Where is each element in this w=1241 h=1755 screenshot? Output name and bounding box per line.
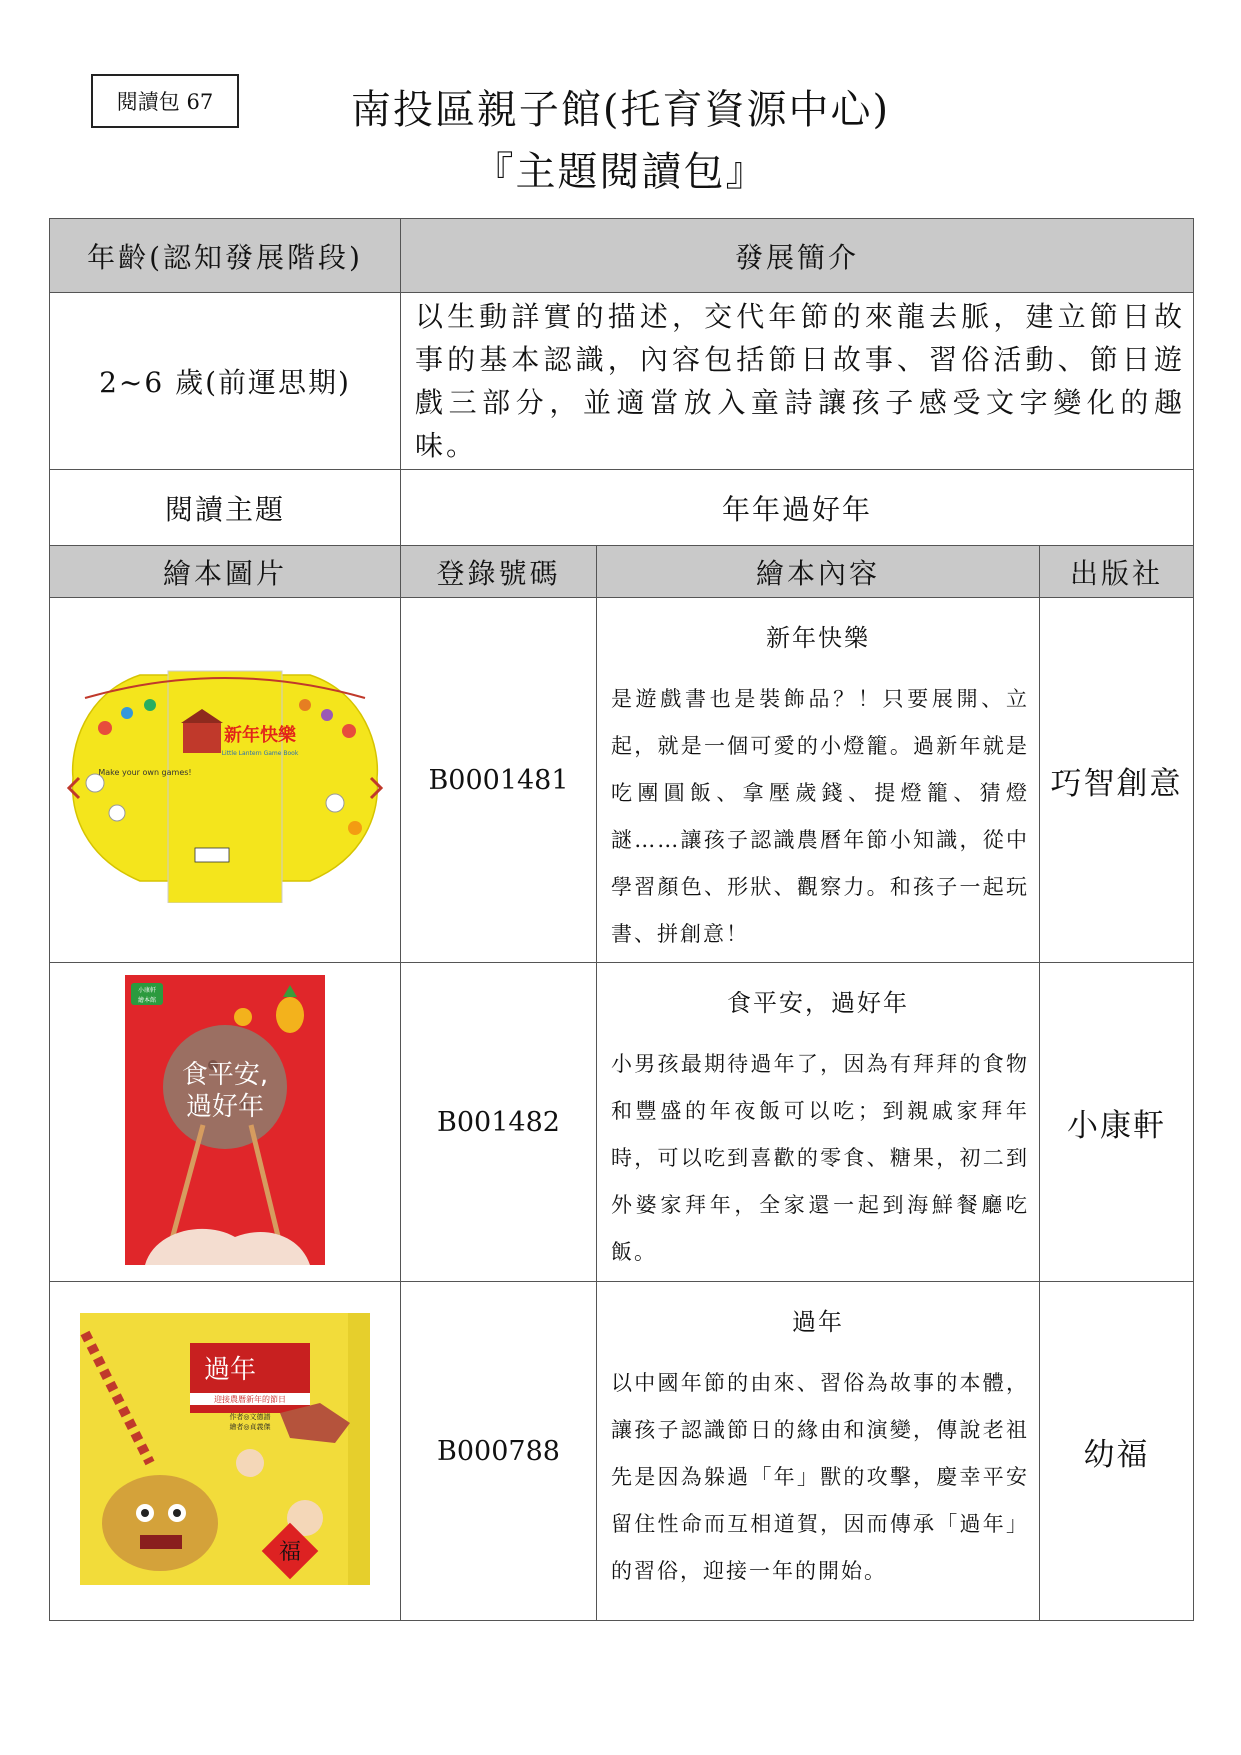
cover-fu-character: 福	[278, 1540, 302, 1565]
cover-title: 新年快樂	[224, 725, 296, 746]
cover-badge-bottom: 繪本館	[137, 997, 157, 1004]
book-description: 以中國年節的由來、習俗為故事的本體，讓孩子認識節日的緣由和演變，傳說老祖先是因為躲過「年」獸的攻擊，慶幸平安留住性命而互相道賀，因而傳承「過年」的習俗，迎接一年的開始。	[611, 1371, 1029, 1583]
age-header: 年齡(認知發展階段)	[50, 219, 401, 293]
page-subtitle: 『主題閱讀包』	[473, 149, 768, 195]
reg-number: B000788	[401, 1282, 597, 1621]
cover-illustrator: 繪者◎貞義傑	[229, 1423, 271, 1431]
intro-text: 以生動詳實的描述，交代年節的來龍去脈，建立節日故事的基本認識，內容包括節日故事、習俗活動、節日遊戲三部分，並適當放入童詩讓孩子感受文字變化的趣味。	[401, 293, 1194, 470]
book-title: 新年快樂	[766, 623, 870, 652]
publisher: 小康軒	[1040, 963, 1194, 1282]
cover-subtitle: Little Lantern Game Book	[221, 750, 299, 757]
book-content-cell	[597, 1282, 1040, 1621]
col-content-header: 繪本內容	[597, 546, 1040, 598]
book-cover-image	[50, 598, 401, 963]
lantern-book-cover	[65, 653, 385, 903]
book-content-cell	[597, 598, 1040, 963]
cover-tagline: Make your own games!	[98, 768, 192, 777]
cover-title: 過年	[203, 1355, 257, 1385]
reg-number: B001482	[401, 963, 597, 1282]
book-cover-image	[50, 1282, 401, 1621]
table-row	[50, 963, 1194, 1282]
book-title: 過年	[792, 1307, 844, 1336]
book-description: 是遊戲書也是裝飾品？！只要展開、立起，就是一個可愛的小燈籠。過新年就是吃團圓飯、拿壓歲錢、提燈籠、猜燈謎……讓孩子認識農曆年節小知識，從中學習顏色、形狀、觀察力。和孩子一起玩書、拼創意！	[611, 687, 1029, 946]
theme-label: 閱讀主題	[50, 470, 401, 546]
book-description: 小男孩最期待過年了，因為有拜拜的食物和豐盛的年夜飯可以吃；到親戚家拜年時，可以吃到喜歡的零食、糖果，初二到外婆家拜年，全家還一起到海鮮餐廳吃飯。	[611, 1052, 1029, 1264]
theme-row	[50, 470, 1194, 546]
reg-number: B0001481	[401, 598, 597, 963]
book-cover-image	[50, 963, 401, 1282]
nian-book-cover	[80, 1313, 370, 1585]
book-header-row	[50, 546, 1194, 598]
cover-subtitle: 迎接農曆新年的節日	[214, 1395, 286, 1404]
intro-row	[50, 293, 1194, 470]
pack-label: 閱讀包 67	[91, 74, 239, 128]
intro-header-row	[50, 219, 1194, 293]
publisher: 巧智創意	[1040, 598, 1194, 963]
cover-author: 作者◎文德譜	[229, 1413, 271, 1421]
book-content-cell	[597, 963, 1040, 1282]
theme-value: 年年過好年	[401, 470, 1194, 546]
col-reg-header: 登錄號碼	[401, 546, 597, 598]
cover-badge-top: 小康軒	[137, 987, 157, 994]
cover-title-line2: 過好年	[185, 1092, 265, 1122]
book-title: 食平安，過好年	[727, 988, 909, 1017]
col-image-header: 繪本圖片	[50, 546, 401, 598]
age-value: 2~6 歲(前運思期)	[50, 293, 401, 470]
col-publisher-header: 出版社	[1040, 546, 1194, 598]
reading-pack-table	[49, 218, 1194, 1621]
cover-title-line1: 食平安,	[181, 1060, 269, 1090]
page-title: 南投區親子館(托育資源中心)	[350, 87, 891, 133]
table-row	[50, 1282, 1194, 1621]
table-row	[50, 598, 1194, 963]
chopsticks-book-cover	[125, 975, 325, 1265]
intro-header: 發展簡介	[401, 219, 1194, 293]
publisher: 幼福	[1040, 1282, 1194, 1621]
